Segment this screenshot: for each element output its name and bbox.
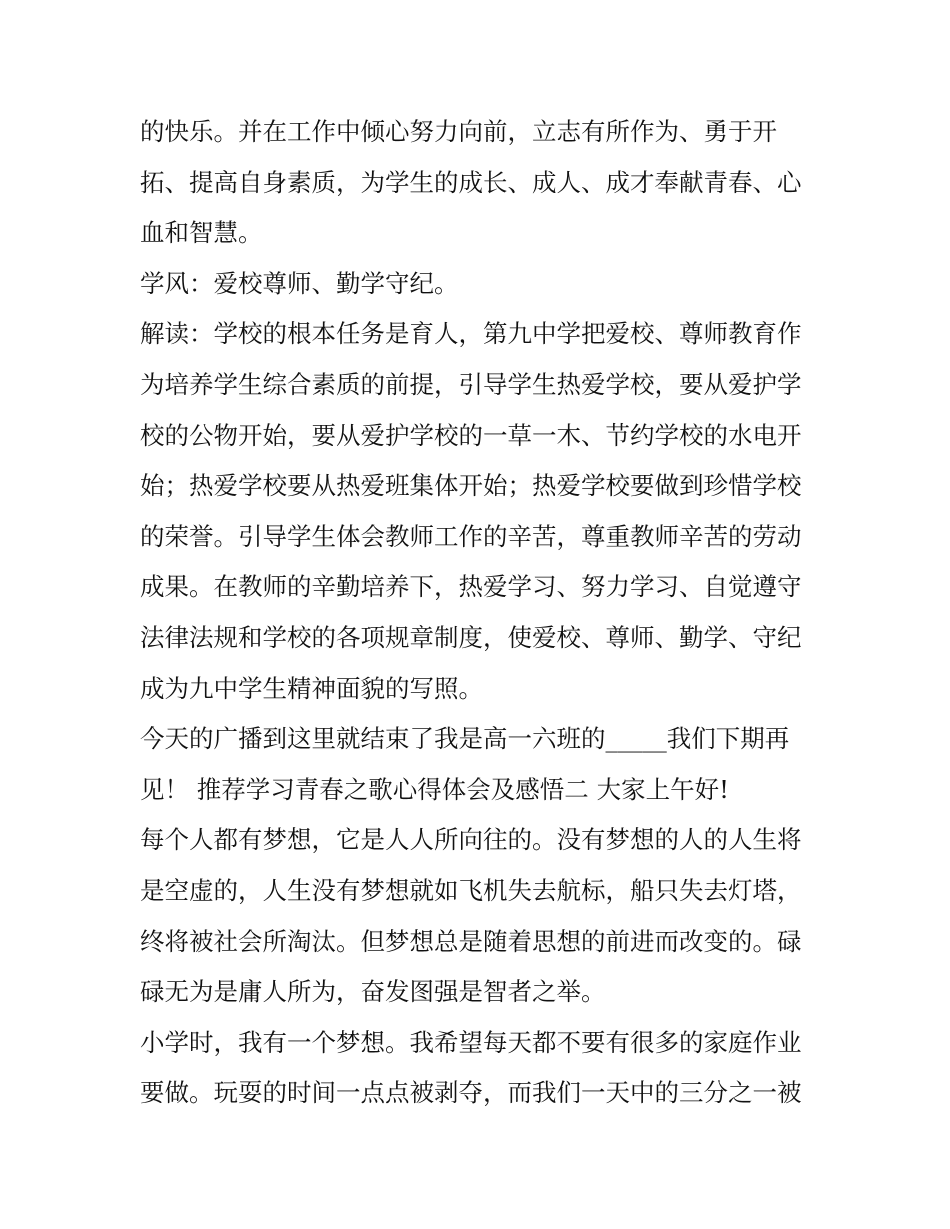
- text-line: 是空虚的，人生没有梦想就如飞机失去航标，船只失去灯塔，: [140, 875, 802, 905]
- text-line: 要做。玩耍的时间一点点被剥夺，而我们一天中的三分之一被: [140, 1078, 802, 1108]
- text-line: 血和智慧。: [140, 218, 263, 248]
- text-line: 校的公物开始，要从爱护学校的一草一木、节约学校的水电开: [140, 420, 802, 450]
- body-text: [140, 107, 820, 1119]
- text-line: 学风：爱校尊师、勤学守纪。: [140, 268, 459, 298]
- text-line: 每个人都有梦想，它是人人所向往的。没有梦想的人的人生将: [140, 825, 802, 855]
- text-line: 拓、提高自身素质，为学生的成长、成人、成才奉献青春、心: [140, 167, 802, 197]
- text-line: 为培养学生综合素质的前提，引导学生热爱学校，要从爱护学: [140, 369, 802, 399]
- text-line: 小学时，我有一个梦想。我希望每天都不要有很多的家庭作业: [140, 1027, 802, 1057]
- text-line: 成为九中学生精神面貌的写照。: [140, 673, 483, 703]
- text-line: 碌无为是庸人所为，奋发图强是智者之举。: [140, 977, 606, 1007]
- text-line: 始；热爱学校要从热爱班集体开始；热爱学校要做到珍惜学校: [140, 471, 802, 501]
- text-line: 今天的广播到这里就结束了我是高一六班的_____我们下期再: [140, 724, 790, 754]
- text-line: 的快乐。并在工作中倾心努力向前，立志有所作为、勇于开: [140, 117, 777, 146]
- text-line: 法律法规和学校的各项规章制度，使爱校、尊师、勤学、守纪: [140, 622, 802, 652]
- text-line: 成果。在教师的辛勤培养下，热爱学习、努力学习、自觉遵守: [140, 572, 802, 602]
- text-line: 终将被社会所淘汰。但梦想总是随着思想的前进而改变的。碌: [140, 926, 802, 956]
- text-line: 见！ 推荐学习青春之歌心得体会及感悟二 大家上午好!: [140, 774, 729, 804]
- text-line: 的荣誉。引导学生体会教师工作的辛苦，尊重教师辛苦的劳动: [140, 521, 802, 551]
- text-line: 解读：学校的根本任务是育人，第九中学把爱校、尊师教育作: [140, 319, 802, 349]
